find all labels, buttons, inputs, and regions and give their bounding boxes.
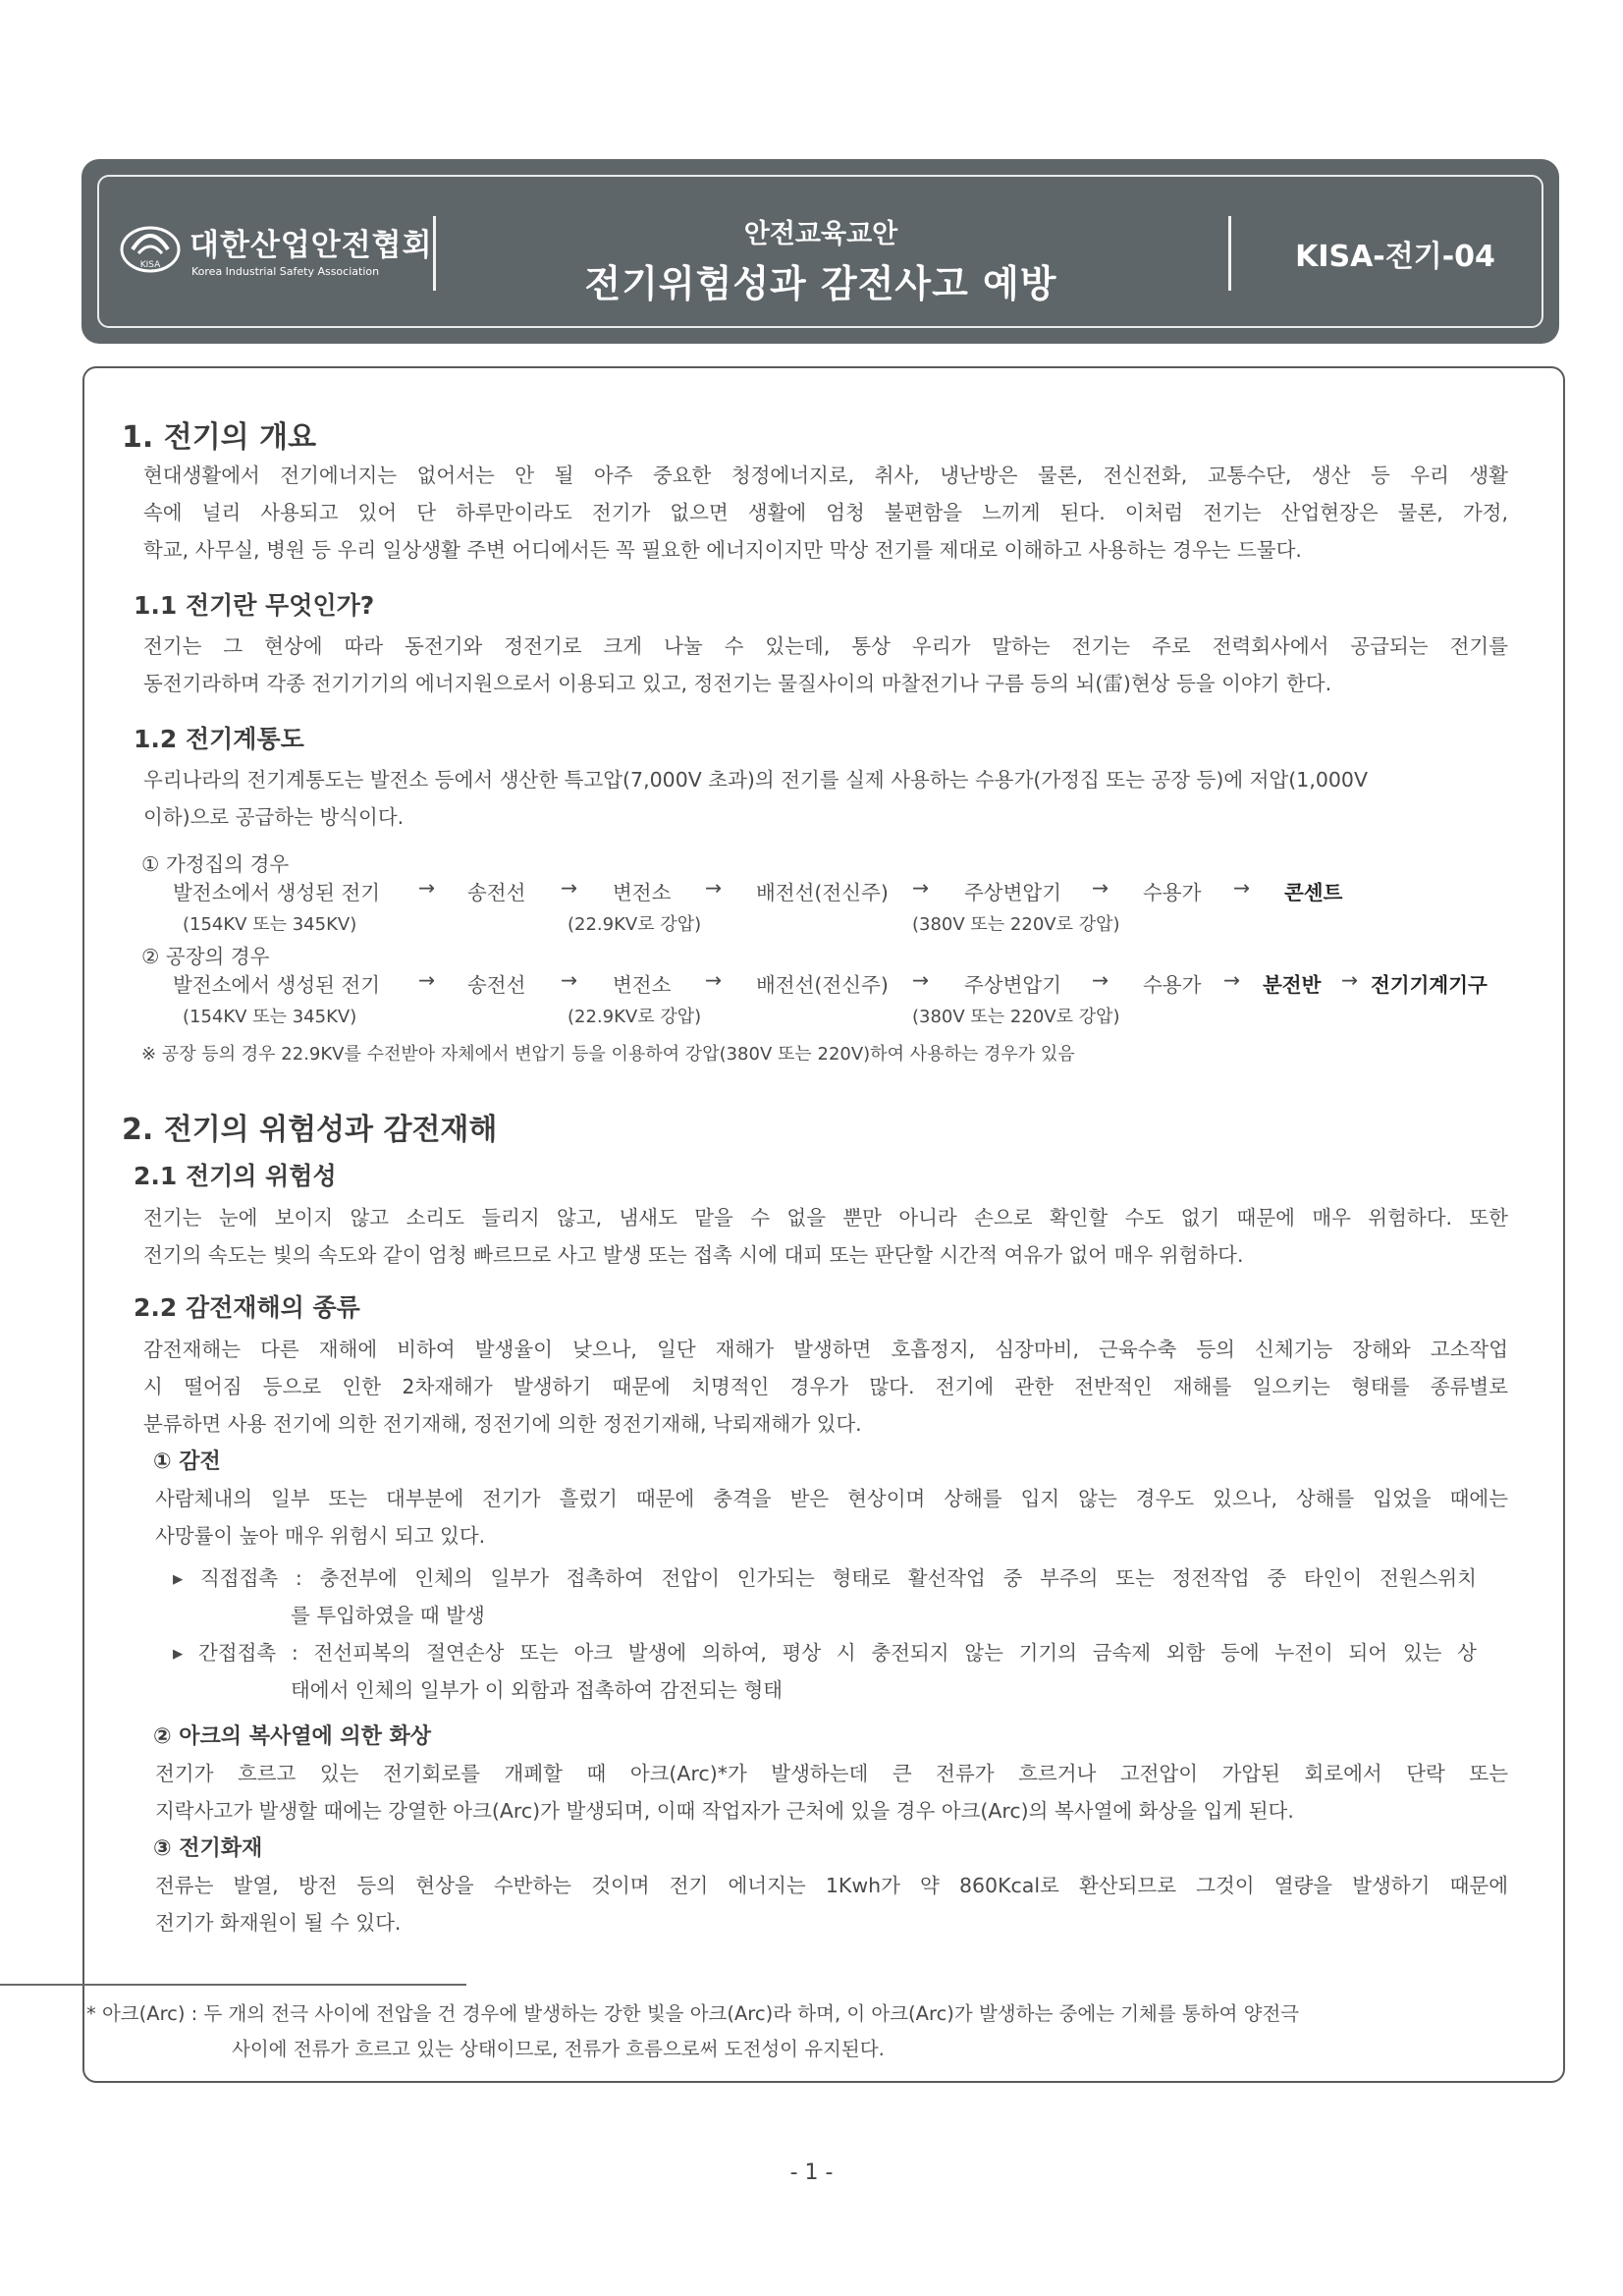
section-2-2-heading: 2.2 감전재해의 종류 bbox=[134, 1293, 360, 1322]
flow1-transmission-line: 송전선 bbox=[467, 881, 526, 904]
header-divider-right bbox=[1228, 216, 1231, 291]
flow2-distribution-panel: 분전반 bbox=[1263, 973, 1322, 997]
item-arc-burn-title: ② 아크의 복사열에 의한 화상 bbox=[153, 1724, 432, 1749]
case-factory-title: ② 공장의 경우 bbox=[141, 945, 270, 968]
org-name-korean: 대한산업안전협회 bbox=[189, 228, 433, 263]
document-subtitle: 안전교육교안 bbox=[743, 219, 898, 249]
flow2-electrical-equipment: 전기기계기구 bbox=[1371, 973, 1488, 997]
flow2-pole-transformer: 주상변압기 bbox=[964, 973, 1062, 997]
section-2-1-line-2: 전기의 속도는 빛의 속도와 같이 엄청 빠르므로 사고 발생 또는 접촉 시에 대피 또는 판단할 시간적 여유가 없어 매우 위험하다. bbox=[143, 1243, 1244, 1267]
flow1-distribution-line: 배전선(전신주) bbox=[756, 881, 889, 904]
factory-note: ※ 공장 등의 경우 22.9KV를 수전받아 자체에서 변압기 등을 이용하여 강압(380V 또는 220V)하여 사용하는 경우가 있음 bbox=[141, 1044, 1075, 1065]
section-1-1-heading: 1.1 전기란 무엇인가? bbox=[134, 591, 375, 620]
flow1-consumer: 수용가 bbox=[1143, 881, 1202, 904]
flow1-arrow-2: → bbox=[561, 876, 578, 900]
flow2-arrow-3: → bbox=[705, 968, 723, 992]
flow2-sub-transformer: (380V 또는 220V로 강압) bbox=[912, 1007, 1120, 1027]
org-name-english: Korea Industrial Safety Association bbox=[191, 265, 380, 278]
flow1-sub-plant: (154KV 또는 345KV) bbox=[183, 914, 357, 935]
flow2-arrow-2: → bbox=[561, 968, 578, 992]
flow2-power-plant: 발전소에서 생성된 전기 bbox=[173, 973, 381, 997]
item-electric-shock-title: ① 감전 bbox=[153, 1449, 221, 1474]
section-1-heading: 1. 전기의 개요 bbox=[122, 420, 317, 455]
flow2-arrow-7: → bbox=[1341, 968, 1359, 992]
footnote-line-2: 사이에 전류가 흐르고 있는 상태이므로, 전류가 흐름으로써 도전성이 유지된다. bbox=[232, 2038, 885, 2060]
flow2-arrow-4: → bbox=[912, 968, 930, 992]
indirect-contact-line-1: ▸ 간접접촉 : 전선피복의 절연손상 또는 아크 발생에 의하여, 평상 시 충전되지 않는 기기의 금속제 외함 등에 누전이 되어 있는 상 bbox=[173, 1641, 1477, 1665]
section-1-2-line-1: 우리나라의 전기계통도는 발전소 등에서 생산한 특고압(7,000V 초과)의 전기를 실제 사용하는 수용가(가정집 또는 공장 등)에 저압(1,000V bbox=[143, 768, 1368, 792]
flow2-substation: 변전소 bbox=[613, 973, 672, 997]
flow1-arrow-4: → bbox=[912, 876, 930, 900]
document-title: 전기위험성과 감전사고 예방 bbox=[584, 262, 1057, 305]
item-arc-burn-line-2: 지락사고가 발생할 때에는 강열한 아크(Arc)가 발생되며, 이때 작업자가 근처에 있을 경우 아크(Arc)의 복사열에 화상을 입게 된다. bbox=[155, 1799, 1294, 1823]
case-household-title: ① 가정집의 경우 bbox=[141, 852, 290, 876]
section-2-2-line-1: 감전재해는 다른 재해에 비하여 발생율이 낮으나, 일단 재해가 발생하면 호흡정지, 심장마비, 근육수축 등의 신체기능 장해와 고소작업 bbox=[143, 1338, 1508, 1361]
section-1-2-heading: 1.2 전기계통도 bbox=[134, 725, 304, 753]
svg-text:KISA: KISA bbox=[139, 260, 161, 270]
section-1-line-3: 학교, 사무실, 병원 등 우리 일상생활 주변 어디에서든 꼭 필요한 에너지이지만 막상 전기를 제대로 이해하고 사용하는 경우는 드물다. bbox=[143, 538, 1302, 562]
item-electric-shock-line-2: 사망률이 높아 매우 위험시 되고 있다. bbox=[155, 1524, 486, 1548]
item-electrical-fire-line-1: 전류는 발열, 방전 등의 현상을 수반하는 것이며 전기 에너지는 1Kwh가 약 860Kcal로 환산되므로 그것이 열량을 발생하기 때문에 bbox=[155, 1874, 1508, 1897]
flow1-substation: 변전소 bbox=[613, 881, 672, 904]
direct-contact-line-1: ▸ 직접접촉 : 충전부에 인체의 일부가 접촉하여 전압이 인가되는 형태로 활선작업 중 부주의 또는 정전작업 중 타인이 전원스위치 bbox=[173, 1566, 1477, 1590]
indirect-contact-line-2: 태에서 인체의 일부가 이 외함과 접촉하여 감전되는 형태 bbox=[291, 1678, 784, 1702]
item-electrical-fire-line-2: 전기가 화재원이 될 수 있다. bbox=[155, 1911, 402, 1935]
document-header bbox=[81, 159, 1559, 344]
section-2-1-line-1: 전기는 눈에 보이지 않고 소리도 들리지 않고, 냄새도 맡을 수 없을 뿐만 아니라 손으로 확인할 수도 없기 때문에 매우 위험하다. 또한 bbox=[143, 1206, 1508, 1230]
content-box bbox=[82, 366, 1565, 2083]
flow1-arrow-3: → bbox=[705, 876, 723, 900]
item-arc-burn-line-1: 전기가 흐르고 있는 전기회로를 개폐할 때 아크(Arc)*가 발생하는데 큰 전류가 흐르거나 고전압이 가압된 회로에서 단락 또는 bbox=[155, 1762, 1508, 1785]
flow2-transmission-line: 송전선 bbox=[467, 973, 526, 997]
section-2-heading: 2. 전기의 위험성과 감전재해 bbox=[122, 1113, 498, 1147]
flow1-sub-substation: (22.9KV로 강압) bbox=[568, 914, 702, 935]
section-2-2-line-3: 분류하면 사용 전기에 의한 전기재해, 정전기에 의한 정전기재해, 낙뢰재해가 있다. bbox=[143, 1412, 862, 1436]
section-1-line-2: 속에 널리 사용되고 있어 단 하루만이라도 전기가 없으면 생활에 엄청 불편함을 느끼게 된다. 이처럼 전기는 산업현장은 물론, 가정, bbox=[143, 501, 1508, 524]
flow1-outlet: 콘센트 bbox=[1284, 881, 1343, 904]
page-number: - 1 - bbox=[789, 2160, 834, 2185]
flow2-arrow-1: → bbox=[418, 968, 436, 992]
document-code: KISA-전기-04 bbox=[1295, 240, 1495, 274]
section-1-1-line-2: 동전기라하며 각종 전기기기의 에너지원으로서 이용되고 있고, 정전기는 물질사이의 마찰전기나 구름 등의 뇌(雷)현상 등을 이야기 한다. bbox=[143, 672, 1332, 695]
section-1-2-line-2: 이하)으로 공급하는 방식이다. bbox=[143, 805, 405, 829]
section-2-1-heading: 2.1 전기의 위험성 bbox=[134, 1162, 337, 1190]
flow1-power-plant: 발전소에서 생성된 전기 bbox=[173, 881, 381, 904]
org-logo bbox=[119, 214, 433, 293]
section-1-1-line-1: 전기는 그 현상에 따라 동전기와 정전기로 크게 나눌 수 있는데, 통상 우리가 말하는 전기는 주로 전력회사에서 공급되는 전기를 bbox=[143, 634, 1508, 658]
flow1-pole-transformer: 주상변압기 bbox=[964, 881, 1062, 904]
flow2-consumer: 수용가 bbox=[1143, 973, 1202, 997]
item-electrical-fire-title: ③ 전기화재 bbox=[153, 1836, 263, 1861]
flow2-arrow-6: → bbox=[1223, 968, 1241, 992]
direct-contact-line-2: 를 투입하였을 때 발생 bbox=[291, 1604, 485, 1627]
header-frame bbox=[97, 175, 1543, 328]
footnote-divider bbox=[0, 1984, 466, 1986]
section-2-2-line-2: 시 떨어짐 등으로 인한 2차재해가 발생하기 때문에 치명적인 경우가 많다. 전기에 관한 전반적인 재해를 일으키는 형태를 종류별로 bbox=[143, 1375, 1508, 1398]
flow1-arrow-6: → bbox=[1233, 876, 1251, 900]
footnote-line-1: * 아크(Arc) : 두 개의 전극 사이에 전압을 건 경우에 발생하는 강한 빛을 아크(Arc)라 하며, 이 아크(Arc)가 발생하는 중에는 기체를 통하여 양전극 bbox=[86, 2002, 1300, 2025]
flow2-sub-plant: (154KV 또는 345KV) bbox=[183, 1007, 357, 1027]
flow1-arrow-5: → bbox=[1092, 876, 1109, 900]
item-electric-shock-line-1: 사람체내의 일부 또는 대부분에 전기가 흘렀기 때문에 충격을 받은 현상이며 상해를 입지 않는 경우도 있으나, 상해를 입었을 때에는 bbox=[155, 1487, 1508, 1510]
flow2-arrow-5: → bbox=[1092, 968, 1109, 992]
flow1-arrow-1: → bbox=[418, 876, 436, 900]
flow2-distribution-line: 배전선(전신주) bbox=[756, 973, 889, 997]
flow2-sub-substation: (22.9KV로 강압) bbox=[568, 1007, 702, 1027]
flow1-sub-transformer: (380V 또는 220V로 강압) bbox=[912, 914, 1120, 935]
kisa-logo-icon bbox=[119, 220, 182, 279]
section-1-line-1: 현대생활에서 전기에너지는 없어서는 안 될 아주 중요한 청정에너지로, 취사, 냉난방은 물론, 전신전화, 교통수단, 생산 등 우리 생활 bbox=[143, 464, 1508, 487]
